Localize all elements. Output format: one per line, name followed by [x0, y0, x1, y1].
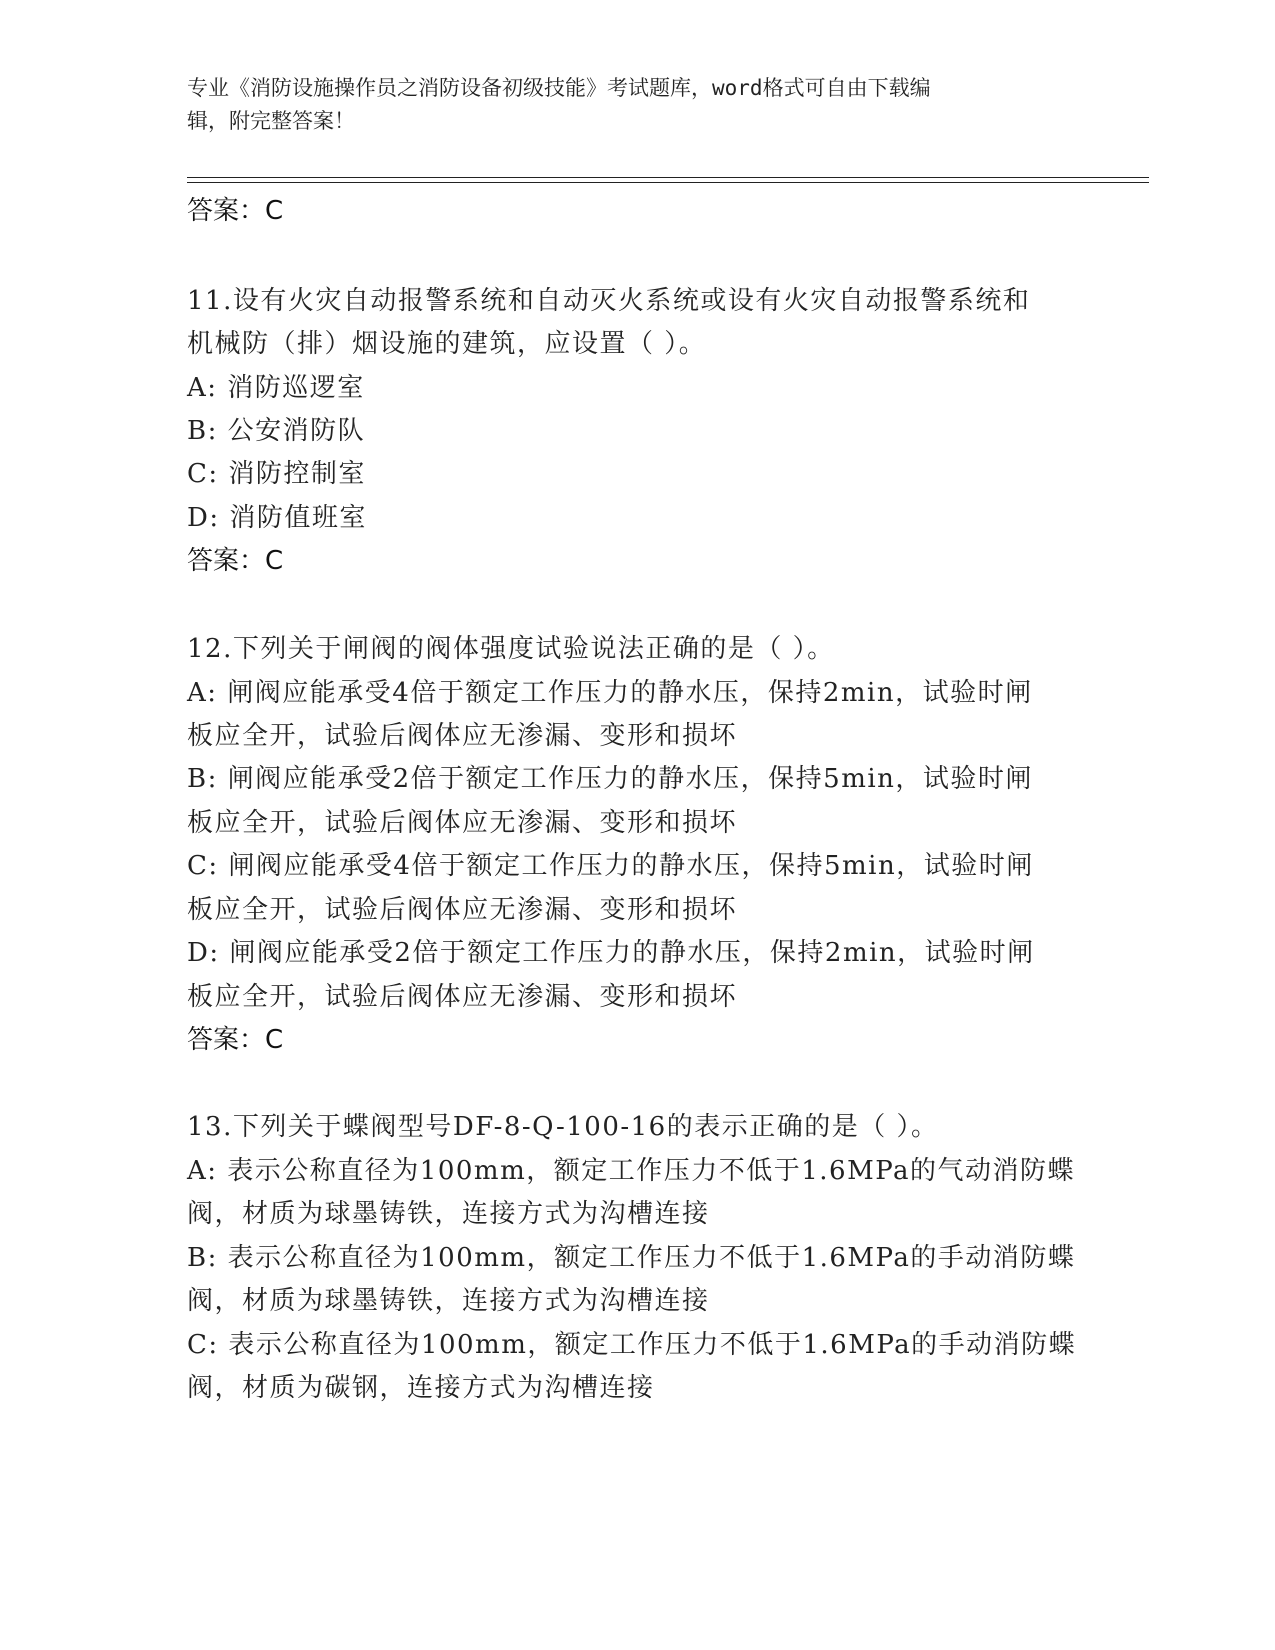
question-12-answer: 答案：C — [187, 1025, 284, 1055]
header-rule-bottom — [187, 182, 1149, 183]
question-13-stem: 13.下列关于蝶阀型号DF-8-Q-100-16的表示正确的是（ ）。 — [187, 1112, 939, 1142]
question-13-option-c-line-2: 阀，材质为碳钢，连接方式为沟槽连接 — [187, 1373, 655, 1403]
question-12-option-c-line-1: C: 闸阀应能承受4倍于额定工作压力的静水压，保持5min，试验时闸 — [187, 851, 1034, 881]
question-11-option-d: D: 消防值班室 — [187, 503, 367, 533]
question-12-stem: 12.下列关于闸阀的阀体强度试验说法正确的是（ ）。 — [187, 634, 835, 664]
answer-label: 答案：C — [187, 196, 284, 226]
question-12-option-a-line-2: 板应全开，试验后阀体应无渗漏、变形和损坏 — [187, 721, 738, 751]
question-11-answer: 答案：C — [187, 546, 284, 576]
question-13-option-c-line-1: C: 表示公称直径为100mm，额定工作压力不低于1.6MPa的手动消防蝶 — [187, 1330, 1077, 1360]
question-13-option-a-line-1: A: 表示公称直径为100mm，额定工作压力不低于1.6MPa的气动消防蝶 — [187, 1156, 1076, 1186]
question-11-option-c: C: 消防控制室 — [187, 459, 366, 489]
question-13-option-b-line-2: 阀，材质为球墨铸铁，连接方式为沟槽连接 — [187, 1286, 710, 1316]
header-line-2: 辑，附完整答案！ — [187, 109, 355, 133]
question-12-option-d-line-2: 板应全开，试验后阀体应无渗漏、变形和损坏 — [187, 982, 738, 1012]
question-13-option-b-line-1: B: 表示公称直径为100mm，额定工作压力不低于1.6MPa的手动消防蝶 — [187, 1243, 1076, 1273]
question-11-stem-line-2: 机械防（排）烟设施的建筑，应设置（ ）。 — [187, 329, 707, 359]
header-line-1: 专业《消防设施操作员之消防设备初级技能》考试题库，word格式可自由下载编 — [187, 76, 931, 100]
page-header — [187, 72, 1087, 138]
question-12-option-a-line-1: A: 闸阀应能承受4倍于额定工作压力的静水压，保持2min，试验时闸 — [187, 678, 1033, 708]
question-11-stem-line-1: 11.设有火灾自动报警系统和自动灭火系统或设有火灾自动报警系统和 — [187, 286, 1031, 316]
question-12-option-b-line-2: 板应全开，试验后阀体应无渗漏、变形和损坏 — [187, 808, 738, 838]
question-11-option-b: B: 公安消防队 — [187, 416, 366, 446]
question-13-option-a-line-2: 阀，材质为球墨铸铁，连接方式为沟槽连接 — [187, 1199, 710, 1229]
header-rule-top — [187, 177, 1149, 178]
question-12-option-d-line-1: D: 闸阀应能承受2倍于额定工作压力的静水压，保持2min，试验时闸 — [187, 938, 1035, 968]
question-12-option-c-line-2: 板应全开，试验后阀体应无渗漏、变形和损坏 — [187, 895, 738, 925]
question-12-option-b-line-1: B: 闸阀应能承受2倍于额定工作压力的静水压，保持5min，试验时闸 — [187, 764, 1033, 794]
question-11-option-a: A: 消防巡逻室 — [187, 373, 365, 403]
